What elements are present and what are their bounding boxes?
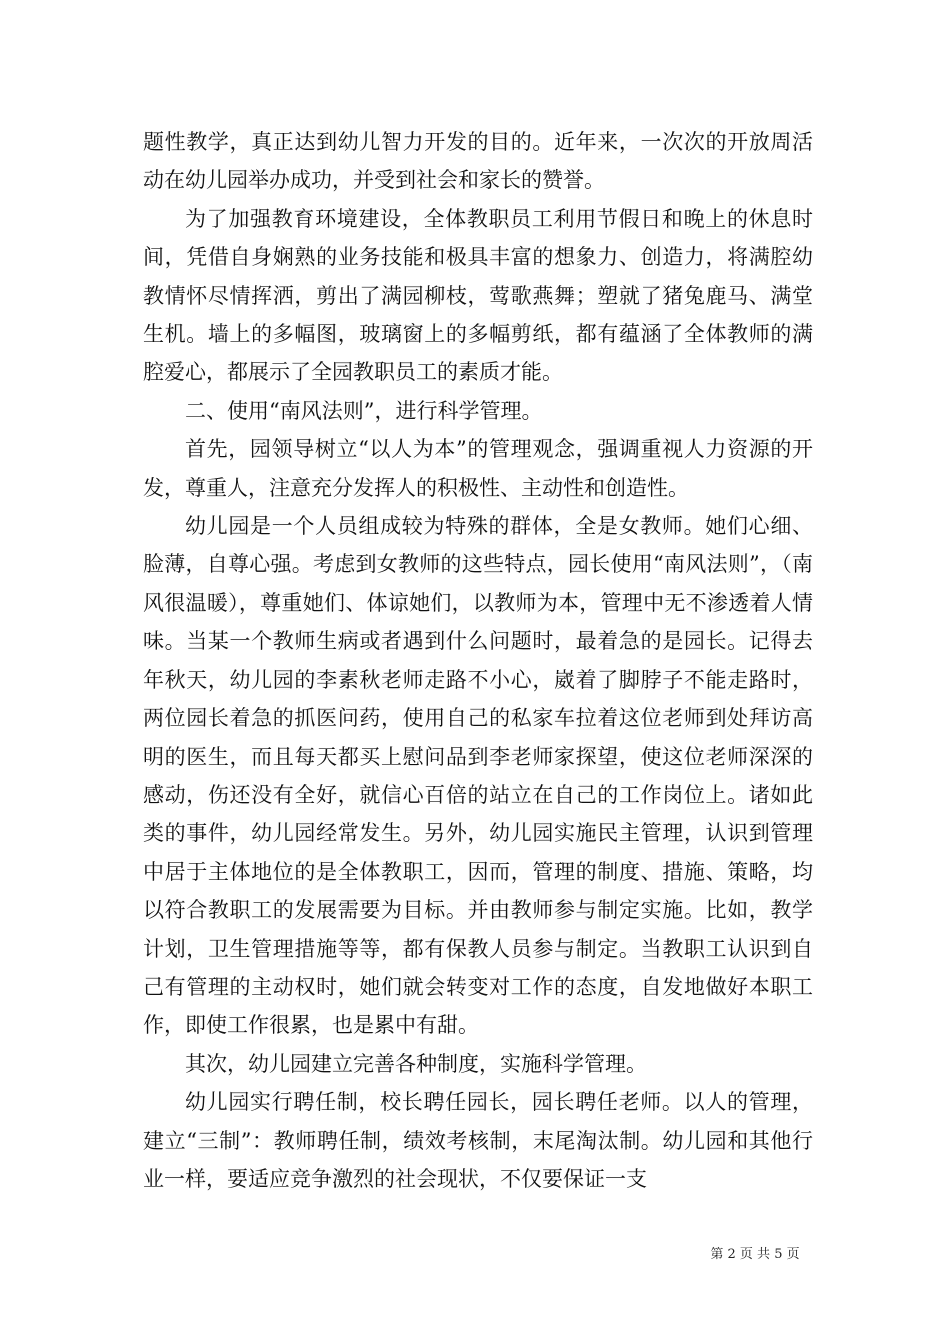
paragraph-6: 幼儿园实行聘任制，校长聘任园长，园长聘任老师。以人的管理，建立“三制”：教师聘任制，绩效考核制，末尾淘汰制。幼儿园和其他行业一样，要适应竞争激烈的社会现状，不仅要保证一支 bbox=[143, 1090, 813, 1191]
page-number: 第 2 页 共 5 页 bbox=[710, 1247, 800, 1262]
paragraph-5: 其次，幼儿园建立完善各种制度，实施科学管理。 bbox=[185, 1051, 647, 1076]
paragraph-1: 题性教学，真正达到幼儿智力开发的目的。近年来，一次次的开放周活动在幼儿园举办成功，并受到社会和家长的赞誉。 bbox=[143, 130, 813, 193]
paragraph-4: 幼儿园是一个人员组成较为特殊的群体，全是女教师。她们心细、脸薄，自尊心强。考虑到女教师的这些特点，园长使用“南风法则”，（南风很温暖），尊重她们、体谅她们，以教师为本，管理中无不渗透着人情味。当某一个教师生病或者遇到什么问题时，最着急的是园长。记得去年秋天，幼儿园的李素秋老师走路不小心，崴着了脚脖子不能走路时，两位园长着急的抓医问药，使用自己的私家车拉着这位老师到处拜访高明的医生，而且每天都买上慰问品到李老师家探望，使这位老师深深的感动，伤还没有全好，就信心百倍的站立在自己的工作岗位上。诸如此类的事件，幼儿园经常发生。另外，幼儿园实施民主管理，认识到管理中居于主体地位的是全体教职工，因而，管理的制度、措施、策略，均以符合教职工的发展需要为目标。并由教师参与制定实施。比如，教学计划，卫生管理措施等等，都有保教人员参与制定。当教职工认识到自己有管理的主动权时，她们就会转变对工作的态度，自发地做好本职工作，即使工作很累，也是累中有甜。 bbox=[143, 514, 813, 1038]
paragraph-3: 首先，园领导树立“以人为本”的管理观念，强调重视人力资源的开发，尊重人，注意充分发挥人的积极性、主动性和创造性。 bbox=[143, 437, 813, 500]
paragraph-2: 为了加强教育环境建设，全体教职员工利用节假日和晚上的休息时间，凭借自身娴熟的业务技能和极具丰富的想象力、创造力，将满腔幼教情怀尽情挥洒，剪出了满园柳枝，莺歌燕舞；塑就了猪兔鹿马、满堂生机。墙上的多幅图，玻璃窗上的多幅剪纸，都有蕴涵了全体教师的满腔爱心，都展示了全园教职员工的素质才能。 bbox=[143, 206, 813, 385]
document-body bbox=[143, 123, 813, 1198]
section-heading: 二、使用“南风法则”，进行科学管理。 bbox=[185, 398, 543, 423]
